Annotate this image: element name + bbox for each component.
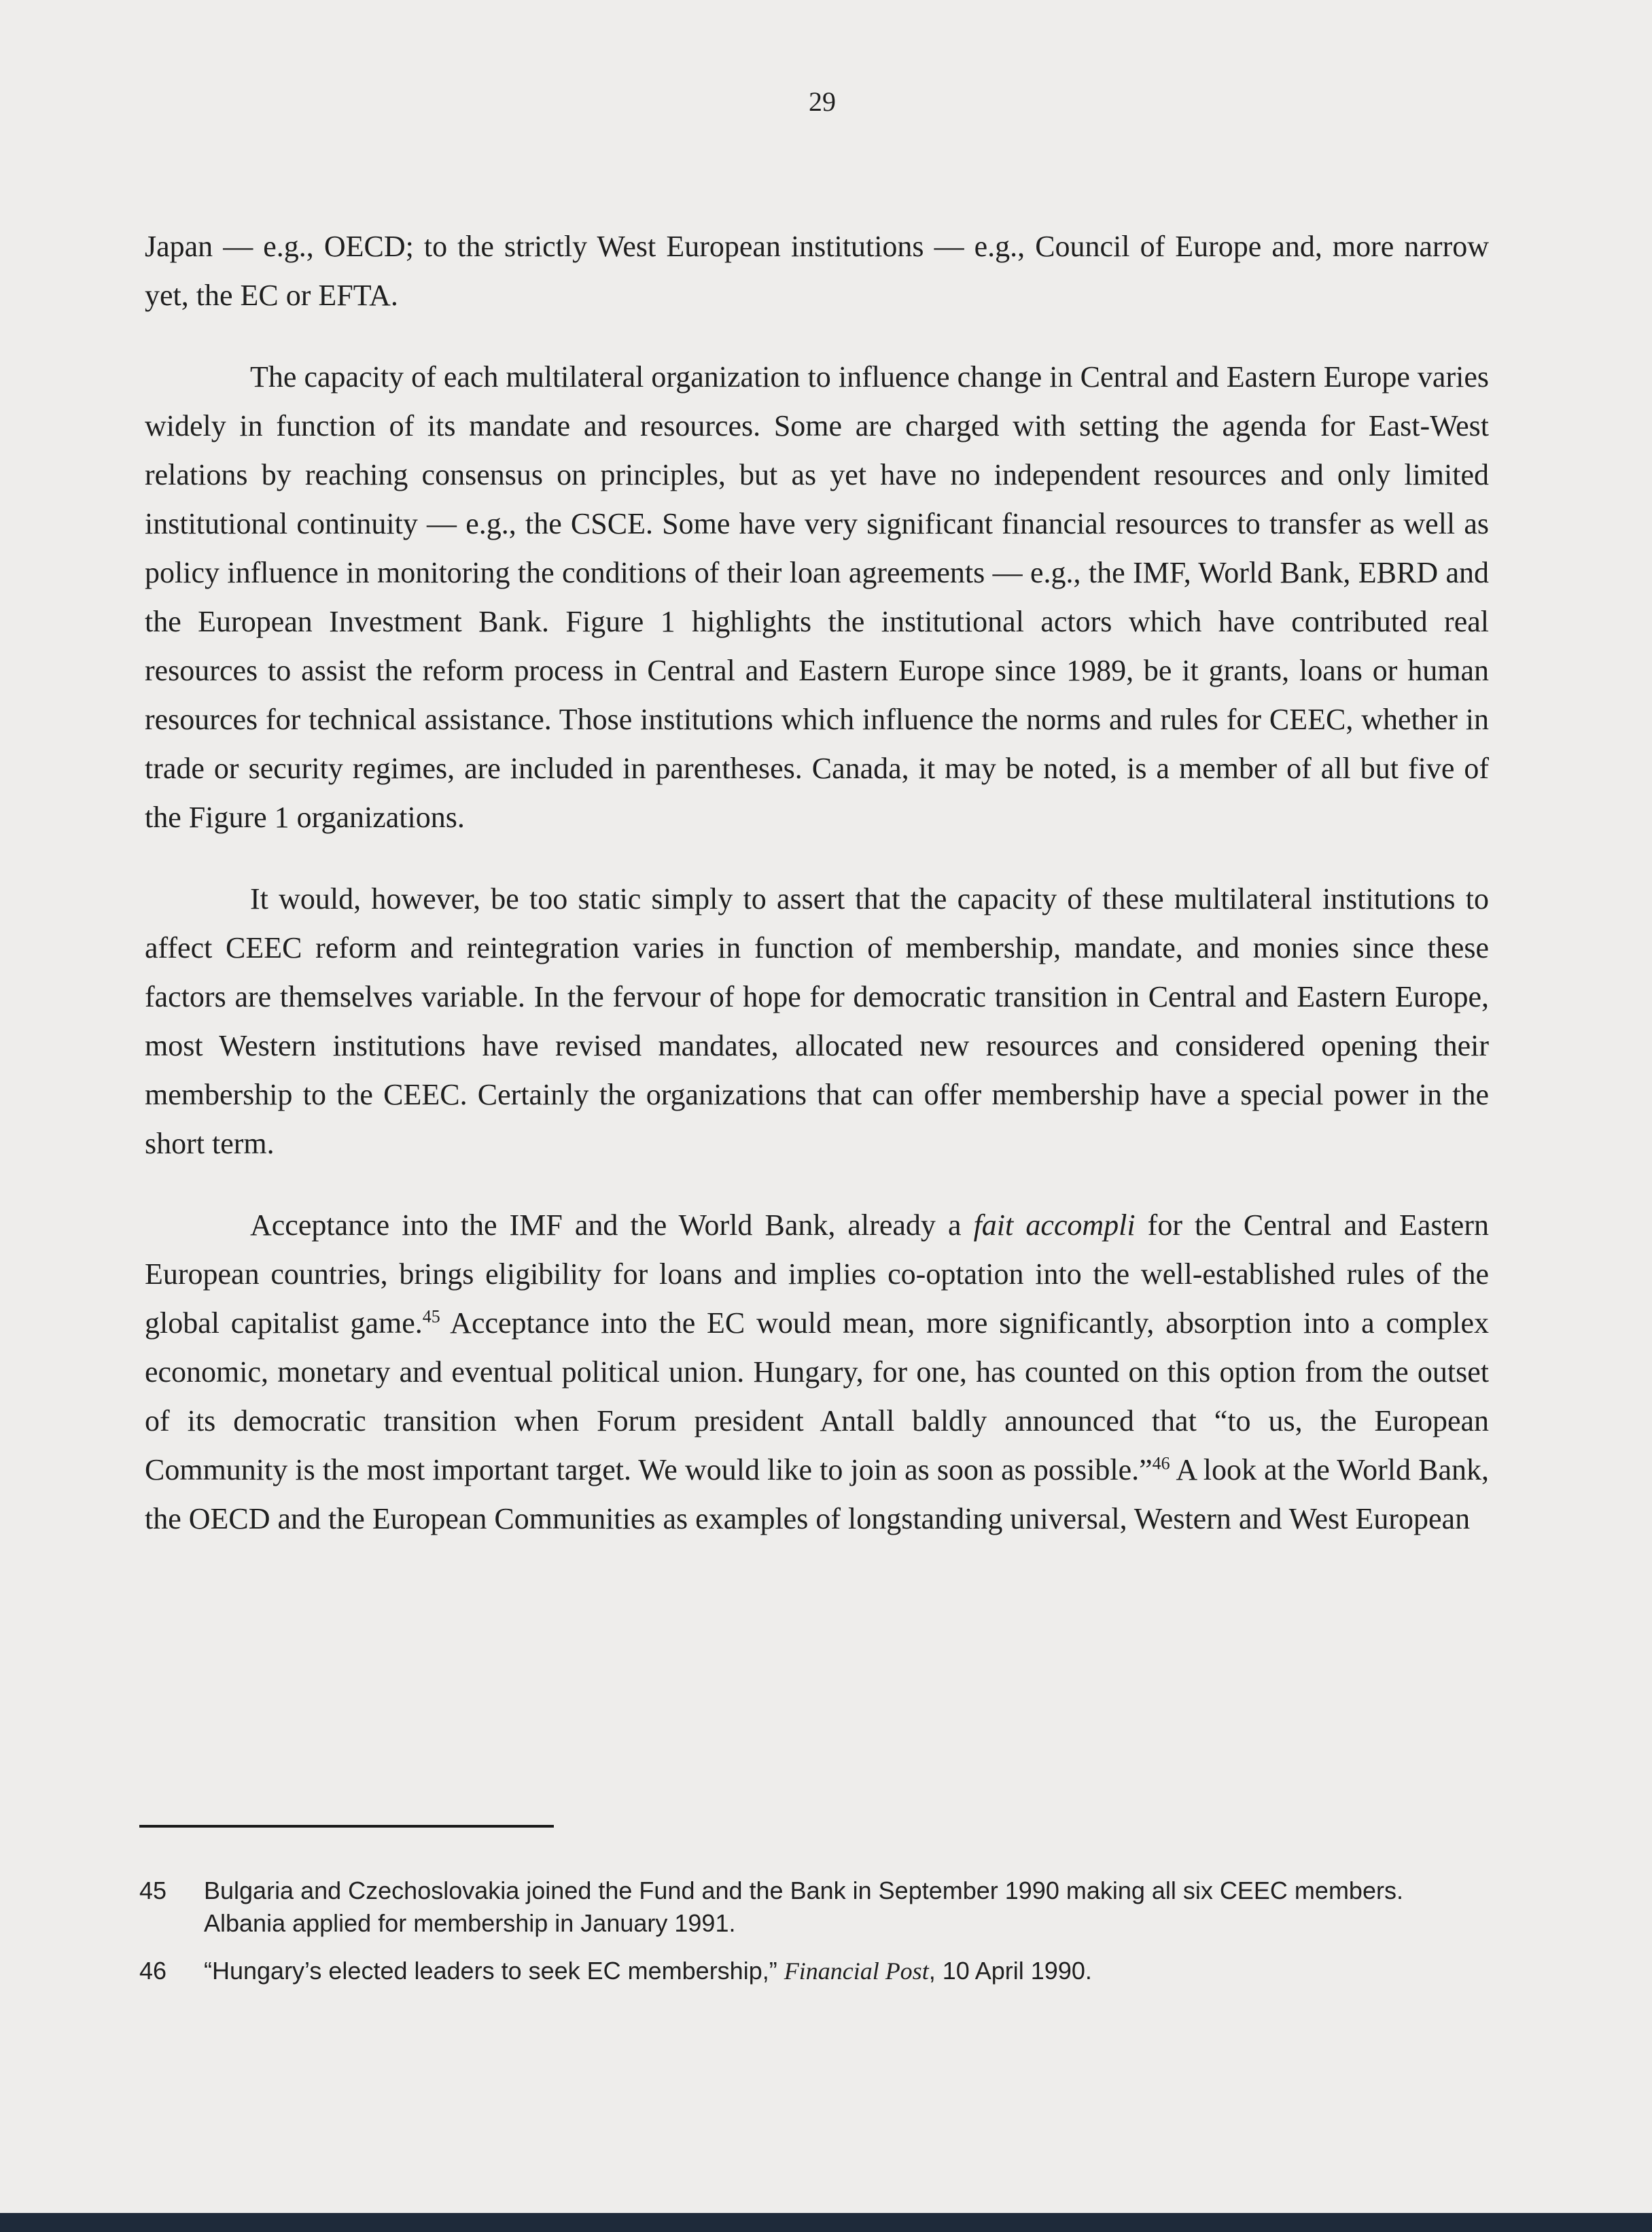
footnote-46 bbox=[139, 1955, 1444, 1987]
footnotes bbox=[139, 1874, 1444, 2002]
footnote-ref-45[interactable]: 45 bbox=[422, 1306, 440, 1327]
paragraph-2: The capacity of each multilateral organization to influence change in Central and Eastern Europe varies widely in function of its mandate and resources. Some are charged with setting the agenda for East-West relations by reaching consensus on principles, but as yet have no independent resources and only limited institutional continuity — e.g., the CSCE. Some have very significant financial resources to transfer as well as policy influence in monitoring the conditions of their loan agreements — e.g., the IMF, World Bank, EBRD and the European Investment Bank. Figure 1 highlights the institutional actors which have contributed real resources to assist the reform process in Central and Eastern Europe since 1989, be it grants, loans or human resources for technical assistance. Those institutions which influence the norms and rules for CEEC, whether in trade or security regimes, are included in parentheses. Canada, it may be noted, is a member of all but five of the Figure 1 organizations. bbox=[145, 360, 1489, 834]
footnote-number: 45 bbox=[139, 1877, 167, 1904]
scan-edge-band bbox=[0, 2213, 1652, 2232]
footnote-45 bbox=[139, 1874, 1444, 1940]
footnote-ref-46[interactable]: 46 bbox=[1152, 1453, 1170, 1474]
footnote-text: Bulgaria and Czechoslovakia joined the Fund and the Bank in September 1990 making all six CEEC members. Albania applied for membership in January 1991. bbox=[204, 1877, 1403, 1937]
footnote-number: 46 bbox=[139, 1957, 167, 1985]
paragraph-3: It would, however, be too static simply to assert that the capacity of these multilateral institutions to affect CEEC reform and reintegration varies in function of membership, mandate, and monies since these factors are themselves variable. In the fervour of hope for democratic transition in Central and Eastern Europe, most Western institutions have revised mandates, allocated new resources and considered opening their membership to the CEEC. Certainly the organizations that can offer membership have a special power in the short term. bbox=[145, 882, 1489, 1160]
footnote-text-end: , 10 April 1990. bbox=[928, 1957, 1092, 1985]
page-number: 29 bbox=[809, 86, 836, 117]
paragraph-4-text-end: A look at the World Bank, the OECD and the European Communities as examples of longstanding universal, Western and West European bbox=[145, 1453, 1489, 1535]
paragraph-4-text-middle: for the Central and Eastern European countries, brings eligibility for loans and implies co-optation into the well-established rules of the global capitalist game. bbox=[145, 1208, 1489, 1340]
body-text bbox=[145, 222, 1489, 1576]
paragraph-4-text-start: Acceptance into the IMF and the World Bank, already a bbox=[250, 1208, 974, 1242]
paragraph-4 bbox=[145, 1201, 1489, 1544]
footnote-italic-title: Financial Post bbox=[784, 1957, 929, 1985]
paragraph-4-italic-phrase: fait accompli bbox=[973, 1208, 1136, 1242]
footnote-text-start: “Hungary’s elected leaders to seek EC membership,” bbox=[204, 1957, 784, 1985]
paragraph-1: Japan — e.g., OECD; to the strictly West European institutions — e.g., Council of Europe and, more narrow yet, the EC or EFTA. bbox=[145, 230, 1489, 312]
paragraph-4-text-middle-2: Acceptance into the EC would mean, more significantly, absorption into a complex economic, monetary and eventual political union. Hungary, for one, has counted on this option from the outset of its democratic transition when Forum president Antall baldly announced that “to us, the European Community is the most important target. We would like to join as soon as possible.” bbox=[145, 1306, 1489, 1486]
footnote-separator bbox=[139, 1825, 554, 1828]
footnote-text bbox=[204, 1955, 1092, 1987]
